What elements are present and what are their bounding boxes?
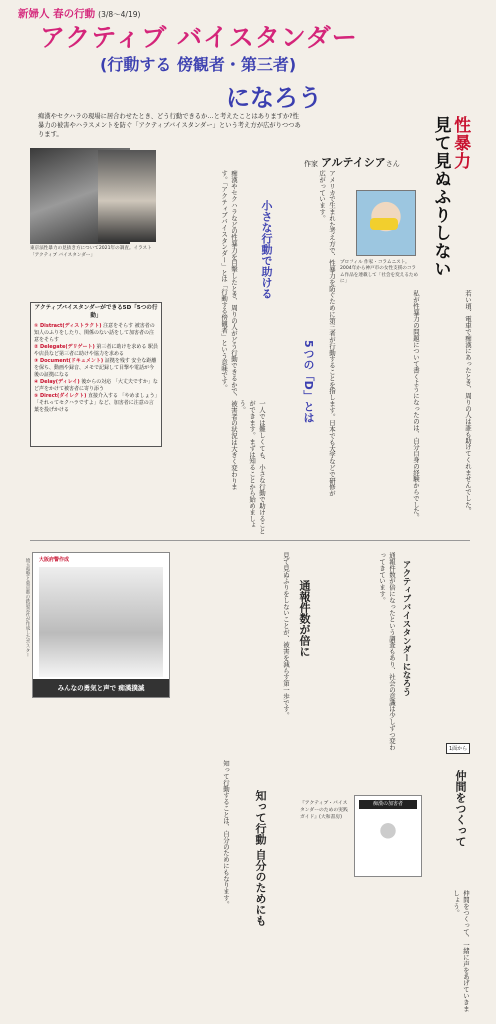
article-column: 若い頃、電車で痴漢にあったとき、周りの人は誰も助けてくれませんでした。: [464, 290, 472, 514]
poster-slogan: みんなの勇気と声で 痴漢撲滅: [33, 679, 169, 697]
subhead-tsuho: 通報件数が倍に: [298, 580, 311, 657]
date-range: (3/8～4/19): [98, 10, 141, 19]
five-d-item: ④ Delay(ディレイ) 後からの対応 「大丈夫ですか」など声をかけて被害者に寄り添う: [34, 378, 158, 392]
article-column: 知って行動することは、自分のためにもなります。: [222, 760, 230, 908]
five-d-item: ② Delegate(デリゲート) 第三者に助けを求める 駅員や店員など第三者に助けや協力を求める: [34, 343, 159, 357]
book-title: 痴漢の加害者: [359, 800, 417, 809]
section-divider: [30, 540, 470, 541]
book-cover: [354, 795, 422, 877]
headline-line3: になろう: [226, 84, 322, 112]
photo-caption: 東京法性暴力の見抜き方について2021年の調査。イラスト 「アクティブ バイスタンダー」: [30, 246, 152, 258]
article-column: 私が性暴力の問題について書くようになったのは、自分自身の経験からでした。: [412, 290, 420, 521]
article-column: 一人では難しくても、小さな行動で助けることができます。まずは知ることから始めましょう。: [238, 400, 266, 535]
anti-chikan-poster: [32, 552, 170, 698]
book-illustration: [367, 814, 409, 862]
five-d-heading: アクティブバイスタンダーができる5D「5つの行動」: [34, 305, 158, 319]
series-label: 新婦人 春の行動 (3/8～4/19): [18, 8, 141, 20]
five-d-item: ③ Document(ドキュメント) 証拠を残す 安全な距離を保ち、動画や録音、メモで記録して目撃や電話が今後の証拠になる: [34, 357, 157, 378]
article-column: 仲間をつくって、一緒に声をあげていきましょう。: [452, 890, 470, 1012]
poster-source: 大阪府警作成: [39, 557, 70, 563]
author-byline: 作家 アルテイシアさん: [304, 156, 400, 169]
poster-illustration: [39, 567, 163, 677]
article-column: アメリカで生まれた考え方で、性暴力を防ぐために第三者が行動することを指します。日本でも大学などで研修が広がっています。: [318, 170, 336, 497]
video-still-photo-person: [98, 150, 156, 242]
subhead-five-d: 5つの「D」とは: [302, 340, 315, 423]
subhead-small-action: 小さな行動で助ける: [260, 200, 273, 299]
five-d-item: ⑤ Direct(ダイレクト) 直接介入する 「やめましょう」「それってセクハラですよ」など、加害者に注意の言葉を投げかける: [34, 392, 158, 413]
headline-line1: アクティブ バイスタンダー: [40, 23, 358, 52]
book-caption: 『アクティブ・バイスタンダーのための実践ガイド』(大和書房): [300, 801, 348, 821]
headline-line2: (行動する 傍観者・第三者): [100, 55, 297, 74]
portrait-mask: [370, 218, 398, 230]
poster-caption: 埼玉県警と東京都の鉄道会社が作成したポスター: [25, 558, 30, 657]
side-headline: 性暴力 見て見ぬふりしない: [430, 116, 471, 278]
article-column: 見て見ぬふりをしないことが、被害を減らす第一歩です。: [282, 552, 290, 719]
five-d-item: ① Distract(ディストラクト) 注意をそらす 被害者の知人のふりをしたり、関係のない話をして加害者の注意をそらす: [34, 322, 155, 343]
portrait-caption: プロフィル 作家・コラムニスト。2004年から神戸市の女性支援のコラム作品を連載して「社会を変えるために」: [340, 260, 419, 285]
continued-badge: 1面から: [446, 743, 470, 754]
five-d-box: [30, 302, 162, 447]
article-column: 通報件数が倍になったという調査もあり、社会の意識は少しずつ変わってきています。: [378, 552, 396, 751]
subhead-shitte: 知って行動 自分のためにも: [254, 790, 267, 926]
subhead-nakama: 仲間をつくって: [454, 770, 467, 847]
subhead-action: アクティブバイスタンダーになろう: [401, 560, 411, 696]
lead-paragraph: 痴漢やセクハラの現場に居合わせたとき、どう行動できるか…と考えたことはありますか?性暴力の被害やハラスメントを防ぐ「アクティブバイスタンダー」という考え方が広がりつつあります。: [38, 113, 301, 139]
article-column: 痴漢やセクハラなどの性暴力を目撃したとき、周りの人がどう行動できるかで、被害者の状況は大きく変わります。「アクティブバイスタンダー」とは「行動する傍観者」という意味です。: [220, 170, 238, 490]
